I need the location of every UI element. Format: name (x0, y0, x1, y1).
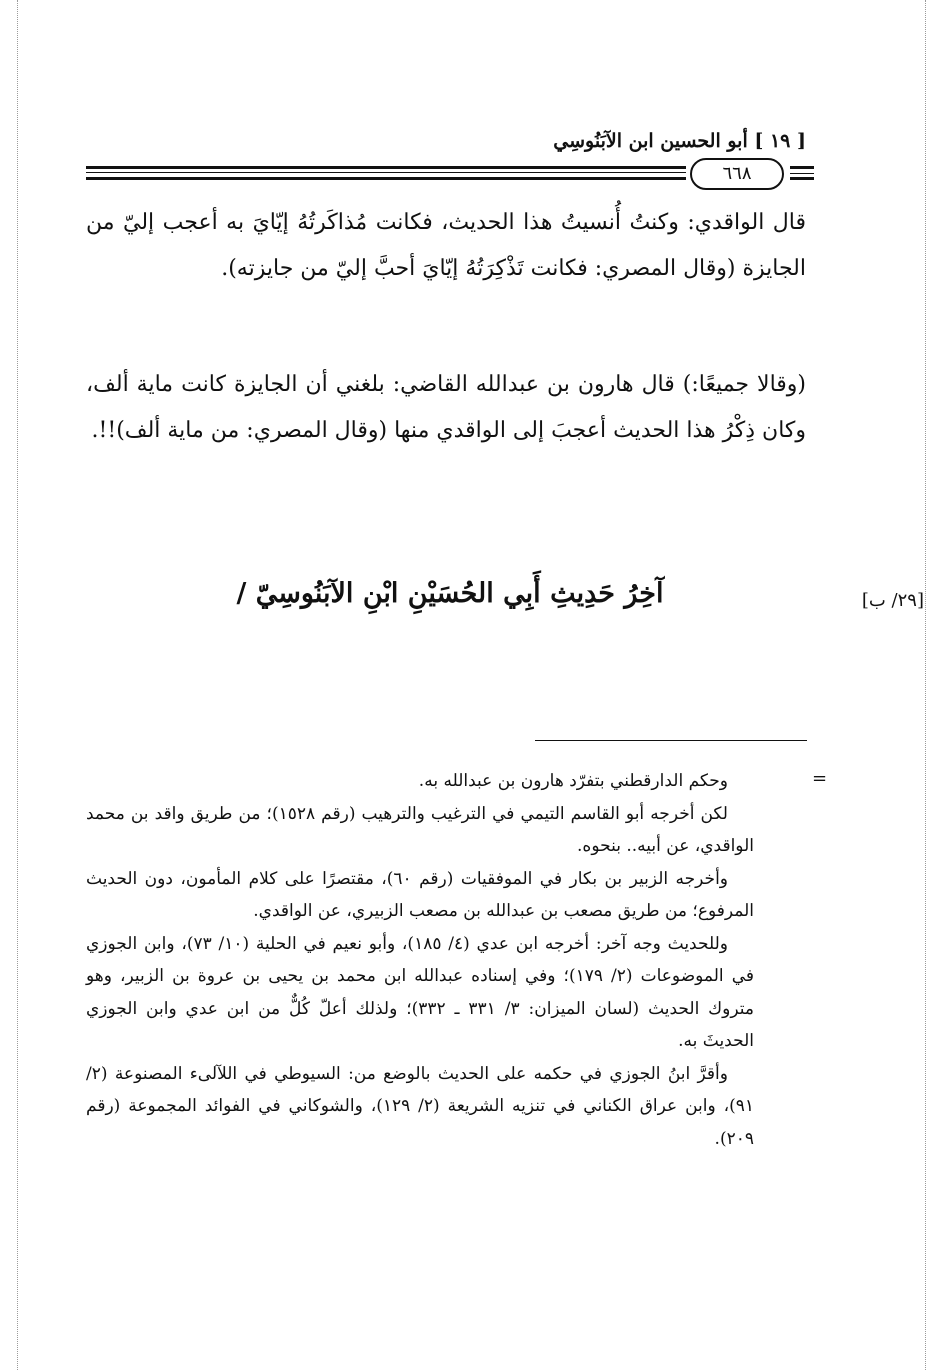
footnote-paragraph: لكن أخرجه أبو القاسم التيمي في الترغيب والترهيب (رقم ١٥٢٨)؛ من طريق واقد بن محمد الواقدي، عن أبيه.. بنحوه. (86, 803, 754, 856)
section-heading: آخِرُ حَدِيثِ أَبِي الحُسَيْنِ ابْنِ الآبَنُوسِيّ / (236, 578, 664, 609)
right-dotted-guide (925, 0, 926, 1370)
header-rule-short (790, 166, 814, 169)
footnote-paragraph: وحكم الدارقطني بتفرّد هارون بن عبدالله به. (418, 771, 728, 791)
header-rule-short (790, 177, 814, 180)
manuscript-folio-ref: [٢٩/ ب] (861, 590, 924, 611)
footnote-separator (535, 740, 807, 741)
section-heading-row (0, 578, 939, 628)
left-dotted-guide (17, 0, 18, 1370)
header-rule (86, 177, 686, 180)
header-rule (86, 166, 686, 169)
page-number: ٦٦٨ (690, 158, 784, 190)
footnote-paragraph: وأقرَّ ابنُ الجوزي في حكمه على الحديث بالوضع من: السيوطي في اللآلىء المصنوعة (٢/ ٩١)، وابن عراق الكناني في تنزيه الشريعة (٢/ ١٢٩)، والشوكاني في الفوائد المجموعة (رقم ٢٠٩). (86, 1063, 755, 1149)
header-rule (86, 172, 686, 173)
main-paragraph: (وقالا جميعًا:) قال هارون بن عبدالله القاضي: بلغني أن الجايزة كانت ماية ألف، وكان ذِكْرُ هذا الحديث أعجبَ إلى الواقدي منها (وقال المصري: من ماية ألف)!!. (86, 372, 806, 443)
footnote-paragraph: وأخرجه الزبير بن بكار في الموفقيات (رقم ٦٠)، مقتصرًا على كلام المأمون، دون الحديث المرفوع؛ من طريق مصعب بن عبدالله بن مصعب الزبيري، عن الواقدي. (86, 868, 754, 921)
footnotes (86, 765, 754, 1155)
footnote-continuation-mark: = (812, 768, 828, 789)
footnote-paragraph: وللحديث وجه آخر: أخرجه ابن عدي (٤/ ١٨٥)، وأبو نعيم في الحلية (١٠/ ٧٣)، وابن الجوزي في الموضوعات (٢/ ١٧٩)؛ وفي إسناده عبدالله ابن محمد بن يحيى بن عروة بن الزبير، وهو متروك الحديث (لسان الميزان: ٣/ ٣٣١ ـ ٣٣٢)؛ ولذلك أعلّ كُلٌّ من ابن عدي وابن الجوزي الحديثَ به. (86, 933, 755, 1051)
running-head: [ ١٩ ] أبو الحسين ابن الآبَنُوسِي (553, 130, 806, 152)
main-paragraph: قال الواقدي: وكنتُ أُنسيتُ هذا الحديث، فكانت مُذاكَرتُهُ إيّايَ به أعجب إليّ من الجايزة (وقال المصري: فكانت تَذْكِرَتُهُ إيّايَ أحبَّ إليّ من جايزته). (86, 210, 806, 281)
header-rule-short (790, 173, 814, 174)
